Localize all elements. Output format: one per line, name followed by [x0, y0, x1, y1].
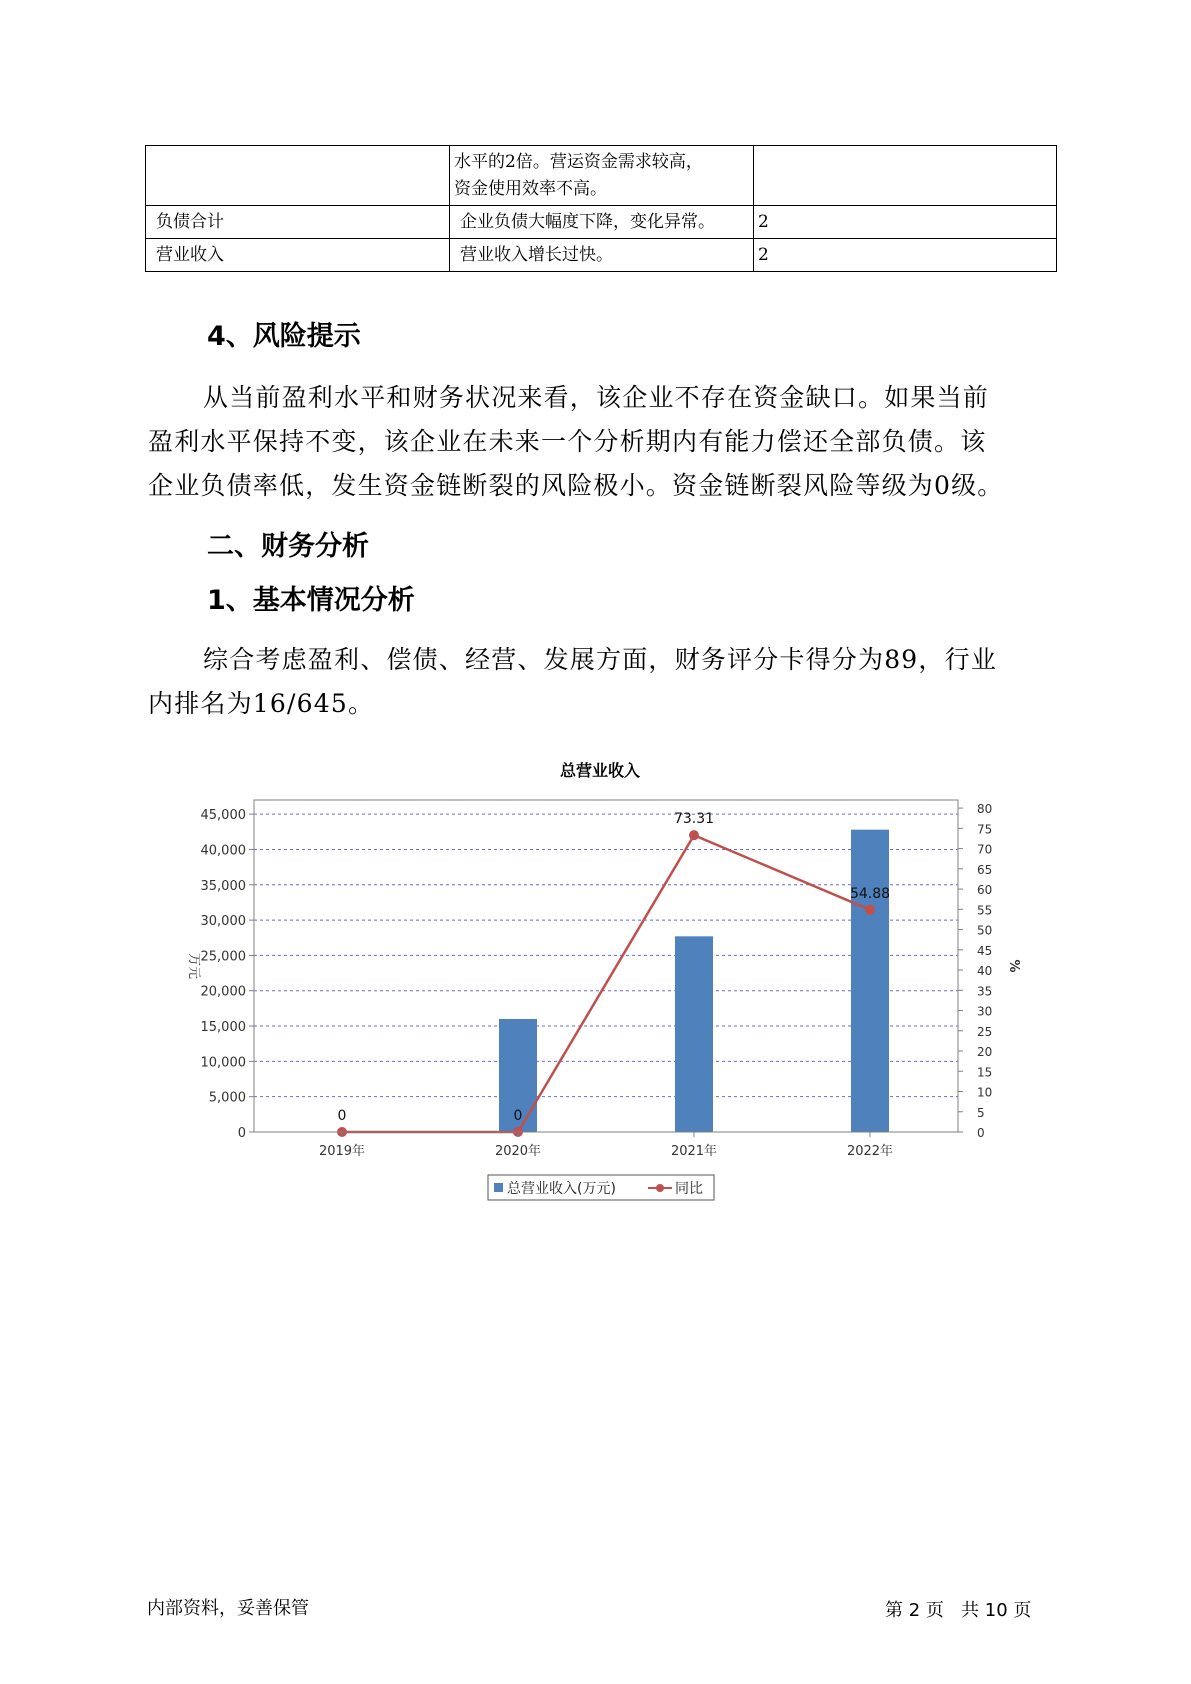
yoy-line	[342, 835, 870, 1132]
paragraph-line: 综合考虑盈利、偿债、经营、发展方面，财务评分卡得分为89，行业	[203, 645, 998, 674]
y2-tick-label: 35	[977, 984, 993, 999]
risk-heading: 4、风险提示	[207, 321, 361, 352]
y-tick-label: 45,000	[200, 808, 246, 824]
y-tick-label: 20,000	[200, 984, 246, 1000]
y2-tick-label: 0	[977, 1126, 985, 1140]
y2-axis-label: %	[1006, 959, 1021, 973]
y2-tick-label: 10	[977, 1085, 993, 1100]
y-tick-label: 30,000	[200, 914, 246, 930]
y2-tick-label: 80	[977, 802, 993, 817]
y-axis-label: 万元	[186, 952, 201, 980]
page-number: 第 2 页 共 10 页	[885, 1600, 1032, 1621]
y2-tick-label: 55	[977, 903, 993, 918]
legend-line-label: 同比	[675, 1181, 703, 1197]
y-tick-label: 5,000	[208, 1090, 246, 1106]
y-tick-label: 40,000	[200, 843, 246, 859]
table-cell-item: 营业收入	[146, 239, 450, 272]
y2-tick-label: 40	[977, 964, 993, 979]
footer-confidential: 内部资料，妥善保管	[147, 1598, 309, 1619]
y2-tick-label: 15	[977, 1065, 993, 1080]
x-tick-label: 2020年	[494, 1144, 542, 1159]
yoy-data-label: 73.31	[673, 811, 715, 828]
table-cell-level: 2	[754, 239, 1057, 272]
yoy-data-label: 0	[513, 1108, 523, 1124]
y2-tick-label: 60	[977, 883, 993, 898]
paragraph-line: 从当前盈利水平和财务状况来看，该企业不存在资金缺口。如果当前	[203, 383, 990, 412]
y-tick-label: 25,000	[200, 949, 246, 965]
x-tick-label: 2022年	[846, 1144, 894, 1159]
x-tick-label: 2019年	[318, 1144, 366, 1159]
y2-tick-label: 25	[977, 1024, 993, 1039]
description-line: 营业收入增长过快。	[460, 245, 613, 265]
table-cell-level: 2	[754, 206, 1057, 239]
chart-legend	[488, 1175, 714, 1200]
description-line: 企业负债大幅度下降，变化异常。	[460, 212, 715, 232]
revenue-bar	[851, 830, 889, 1132]
y2-tick-label: 70	[977, 842, 993, 857]
legend-bar-swatch	[494, 1183, 503, 1192]
chart-title: 总营业收入	[559, 761, 641, 780]
yoy-data-label: 0	[337, 1108, 347, 1124]
y-tick-label: 0	[237, 1126, 246, 1141]
yoy-point	[689, 830, 699, 840]
y2-tick-label: 20	[977, 1045, 993, 1060]
legend-bar-label: 总营业收入(万元)	[507, 1181, 616, 1197]
yoy-data-label: 54.88	[849, 885, 891, 902]
y-tick-label: 35,000	[200, 878, 246, 894]
bar-series	[499, 830, 889, 1132]
y2-tick-label: 45	[977, 943, 993, 958]
revenue-bar	[675, 936, 713, 1132]
finance-heading: 二、财务分析	[207, 531, 369, 562]
paragraph-line: 内排名为16/645。	[148, 689, 375, 718]
yoy-point	[865, 905, 875, 915]
table-cell-item: 负债合计	[146, 206, 450, 239]
x-tick-label: 2021年	[670, 1144, 718, 1159]
y-tick-label: 15,000	[200, 1020, 246, 1036]
y2-tick-label: 5	[977, 1105, 985, 1120]
y-tick-label: 10,000	[200, 1055, 246, 1071]
description-line: 水平的2倍。营运资金需求较高，	[454, 152, 703, 172]
basic-analysis-heading: 1、基本情况分析	[207, 585, 415, 616]
y2-tick-label: 30	[977, 1004, 993, 1019]
y2-tick-label: 65	[977, 862, 993, 877]
paragraph-line: 企业负债率低，发生资金链断裂的风险极小。资金链断裂风险等级为0级。	[148, 471, 1004, 500]
y2-tick-label: 50	[977, 923, 993, 938]
line-series	[337, 811, 890, 1137]
legend-line-marker	[656, 1184, 664, 1192]
y2-tick-label: 75	[977, 822, 993, 837]
description-line: 资金使用效率不高。	[454, 179, 607, 199]
paragraph-line: 盈利水平保持不变，该企业在未来一个分析期内有能力偿还全部负债。该	[148, 427, 987, 456]
